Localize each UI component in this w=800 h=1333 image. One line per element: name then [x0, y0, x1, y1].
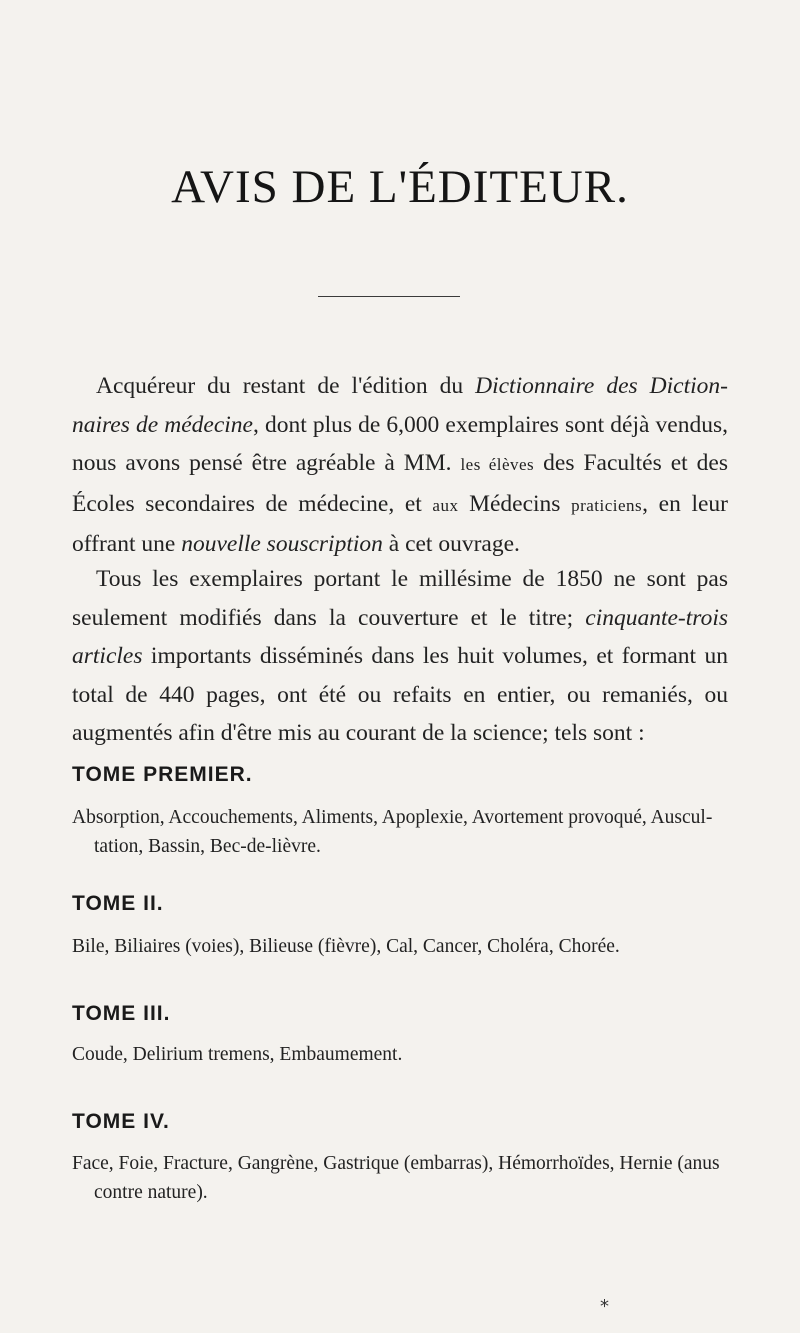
tome-2-entries: Bile, Biliaires (voies), Bilieuse (fièvre), Cal, Cancer, Choléra, Chorée.: [72, 936, 620, 957]
intro-text-e: à cet ouvrage.: [382, 531, 520, 557]
tome-3-entries: Coude, Delirium tremens, Embaumement.: [72, 1044, 403, 1065]
tome-4-entries: Face, Foie, Fracture, Gangrène, Gastrique (embarras), Hémorrhoïdes, Hernie (anus contre nature).: [72, 1153, 720, 1203]
dictionary-title: Dictionnaire des Diction-naires de médecine: [72, 373, 728, 438]
signature-mark: *: [600, 1296, 609, 1317]
para2-text-b: importants disséminés dans les huit volumes, et formant un total de 440 pages, ont été ou refaits en entier, ou remaniés, ou augmentés afin d'être mis au courant de la science; tels sont :: [72, 643, 728, 746]
articles-italic: cinquante-trois articles: [72, 604, 728, 669]
page-title: AVIS DE L'ÉDITEUR.: [171, 161, 629, 213]
title-divider: [318, 296, 460, 297]
intro-text-b: , dont plus de 6,000 exemplaires sont déjà vendus, nous avons pensé être agréable à MM.: [72, 411, 729, 476]
intro-text-d: , en leur offrant une: [72, 490, 728, 557]
tome-2-heading: TOME II.: [72, 892, 164, 915]
intro-paragraph-1: [72, 367, 728, 564]
souscription-italic: nouvelle souscription: [181, 531, 383, 557]
tome-1-heading: TOME PREMIER.: [72, 763, 253, 786]
tome-1-entries: Absorption, Accouchements, Aliments, Apoplexie, Avortement provoqué, Auscul-tation, Bassin, Bec-de-lièvre.: [72, 807, 713, 857]
eleves-smallcaps: les élèves: [460, 455, 535, 474]
tome-4-heading: TOME IV.: [72, 1110, 170, 1133]
intro-paragraph-2: [72, 560, 728, 753]
intro-text-c: des Facultés et des Écoles secondaires de médecine, et: [72, 450, 728, 517]
para2-text-a: Tous les exemplaires portant le millésime de 1850 ne sont pas seulement modifiés dans la couverture et le titre;: [72, 566, 728, 631]
medecins-word: Médecins: [458, 490, 572, 517]
tome-3-heading: TOME III.: [72, 1002, 171, 1025]
praticiens-smallcaps: praticiens: [571, 495, 643, 515]
aux-smallcaps: aux: [432, 495, 459, 515]
intro-text-a: Acquéreur du restant de l'édition du: [96, 373, 476, 399]
